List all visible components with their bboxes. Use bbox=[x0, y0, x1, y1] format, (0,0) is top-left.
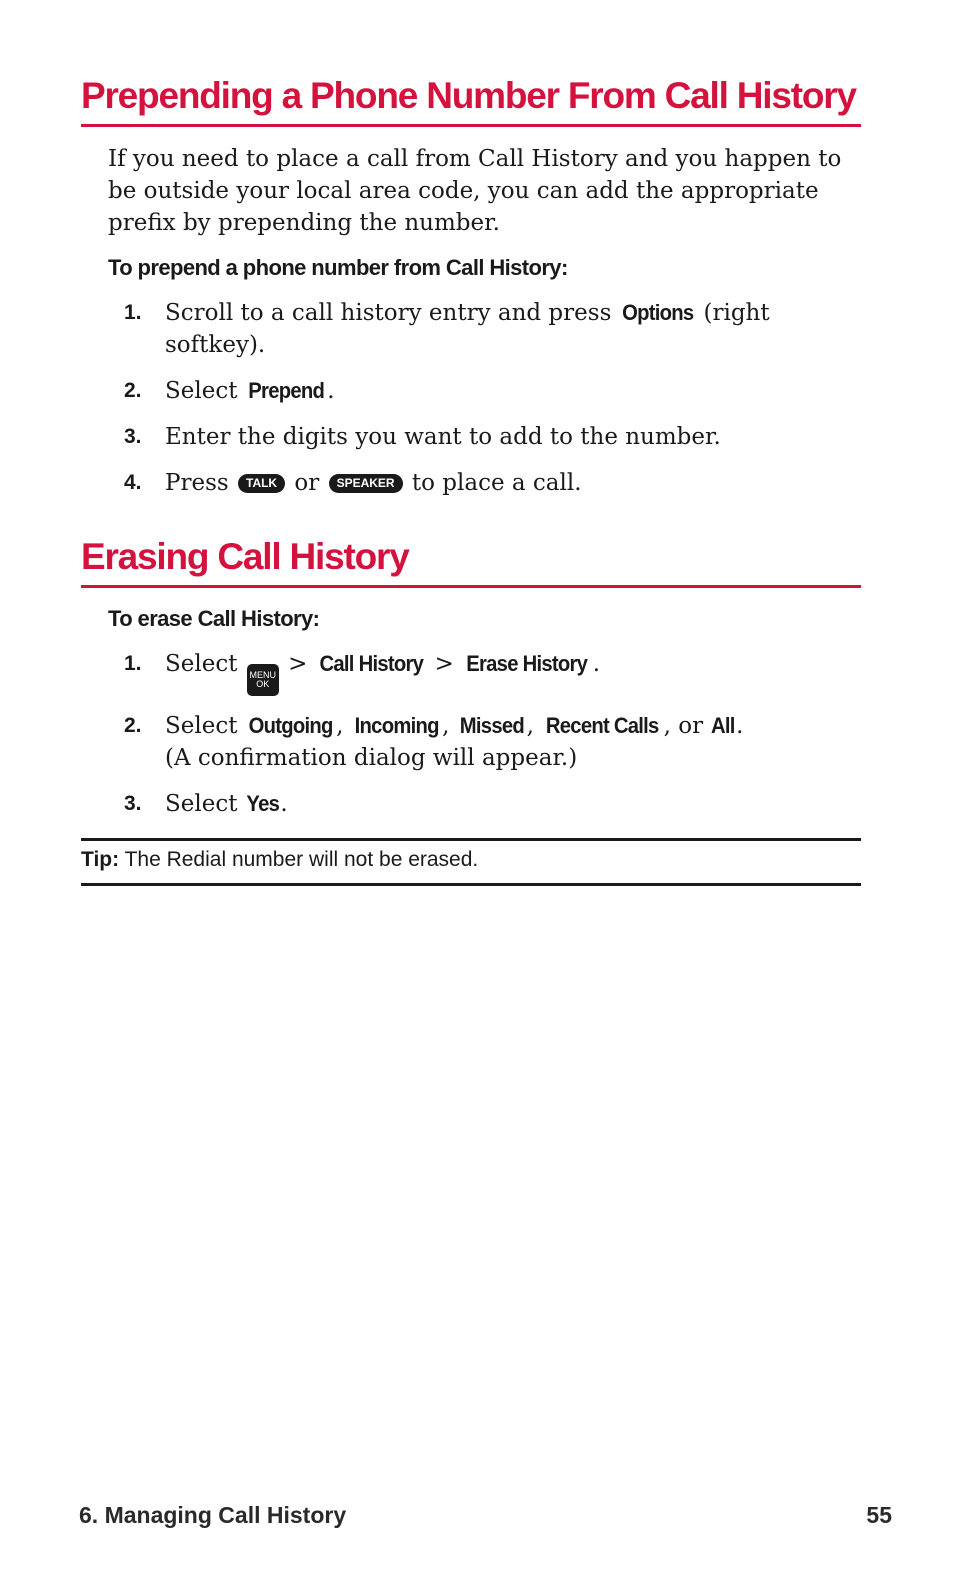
step-text-part: Select bbox=[165, 713, 245, 739]
list-item bbox=[81, 297, 861, 361]
keyword-recent-calls: Recent Calls bbox=[546, 713, 659, 738]
prepend-steps bbox=[81, 297, 861, 499]
keyword-erase-history: Erase History bbox=[466, 651, 588, 676]
section-title-prepending: Prepending a Phone Number From Call History bbox=[81, 70, 861, 127]
ok-key-label: OK bbox=[256, 679, 270, 689]
keyword-call-history: Call History bbox=[319, 651, 423, 676]
step-number: 1. bbox=[124, 652, 142, 675]
step-text bbox=[165, 375, 861, 407]
step-number: 3. bbox=[124, 425, 142, 448]
step-number: 2. bbox=[124, 379, 142, 402]
step-number: 3. bbox=[124, 792, 142, 815]
menu-ok-key-icon bbox=[247, 664, 279, 696]
speaker-key-icon: SPEAKER bbox=[329, 474, 403, 493]
keyword-yes: Yes bbox=[246, 791, 279, 816]
list-item bbox=[81, 710, 861, 774]
step-number: 2. bbox=[124, 714, 142, 737]
tip-label: Tip: bbox=[81, 848, 120, 871]
step-text-part: . bbox=[280, 791, 288, 817]
chapter-title: 6. Managing Call History bbox=[79, 1502, 347, 1528]
step-text: Enter the digits you want to add to the number. bbox=[165, 424, 721, 450]
menu-key-label: MENU bbox=[249, 670, 277, 680]
step-number: 1. bbox=[124, 301, 142, 324]
keyword-incoming: Incoming bbox=[354, 713, 439, 738]
list-item bbox=[81, 648, 861, 696]
talk-key-icon: TALK bbox=[238, 474, 285, 493]
step-text-part: > bbox=[280, 651, 315, 677]
step-text-part: . bbox=[736, 713, 744, 739]
step-note: (A confirmation dialog will appear.) bbox=[165, 745, 578, 771]
step-number: 4. bbox=[124, 471, 142, 494]
step-text-part: Press bbox=[165, 470, 236, 496]
step-text-part: (right softkey). bbox=[165, 300, 770, 358]
keyword-outgoing: Outgoing bbox=[248, 713, 333, 738]
intro-paragraph: If you need to place a call from Call History and you happen to be outside your local area code, you can add the appropriate prefix by prepending the number. bbox=[108, 146, 842, 236]
step-text-part: Scroll to a call history entry and press bbox=[165, 300, 619, 326]
keyword-options: Options bbox=[621, 300, 694, 325]
step-text bbox=[165, 467, 861, 499]
keyword-all: All bbox=[711, 713, 736, 738]
step-text-part: to place a call. bbox=[404, 470, 582, 496]
step-text bbox=[165, 297, 861, 361]
step-text-part: > bbox=[427, 651, 462, 677]
section-title-erasing: Erasing Call History bbox=[81, 531, 861, 588]
step-text-part: Select bbox=[165, 651, 245, 677]
erase-steps bbox=[81, 648, 861, 820]
tip-box bbox=[81, 838, 861, 886]
step-text bbox=[165, 710, 861, 774]
step-text-part: Select bbox=[165, 378, 245, 404]
page-content bbox=[81, 70, 861, 886]
step-text-part: or bbox=[287, 470, 327, 496]
step-text-part: , bbox=[442, 713, 457, 739]
keyword-missed: Missed bbox=[459, 713, 524, 738]
tip-text: The Redial number will not be erased. bbox=[119, 848, 479, 871]
page-footer bbox=[79, 1502, 892, 1529]
keyword-prepend: Prepend bbox=[248, 378, 324, 403]
procedure-heading-prepend: To prepend a phone number from Call History: bbox=[108, 255, 568, 280]
step-text-part: , bbox=[336, 713, 351, 739]
list-item bbox=[81, 375, 861, 407]
step-text-part: , or bbox=[663, 713, 711, 739]
step-text-part: . bbox=[592, 651, 601, 677]
step-text-part: , bbox=[526, 713, 542, 739]
step-text bbox=[165, 788, 861, 820]
step-text bbox=[165, 648, 861, 696]
list-item bbox=[81, 467, 861, 499]
list-item bbox=[81, 788, 861, 820]
step-text-part: . bbox=[327, 378, 335, 404]
step-text-part: Select bbox=[165, 791, 245, 817]
procedure-heading-erase: To erase Call History: bbox=[108, 606, 320, 631]
page-number: 55 bbox=[866, 1502, 892, 1528]
list-item bbox=[81, 421, 861, 453]
